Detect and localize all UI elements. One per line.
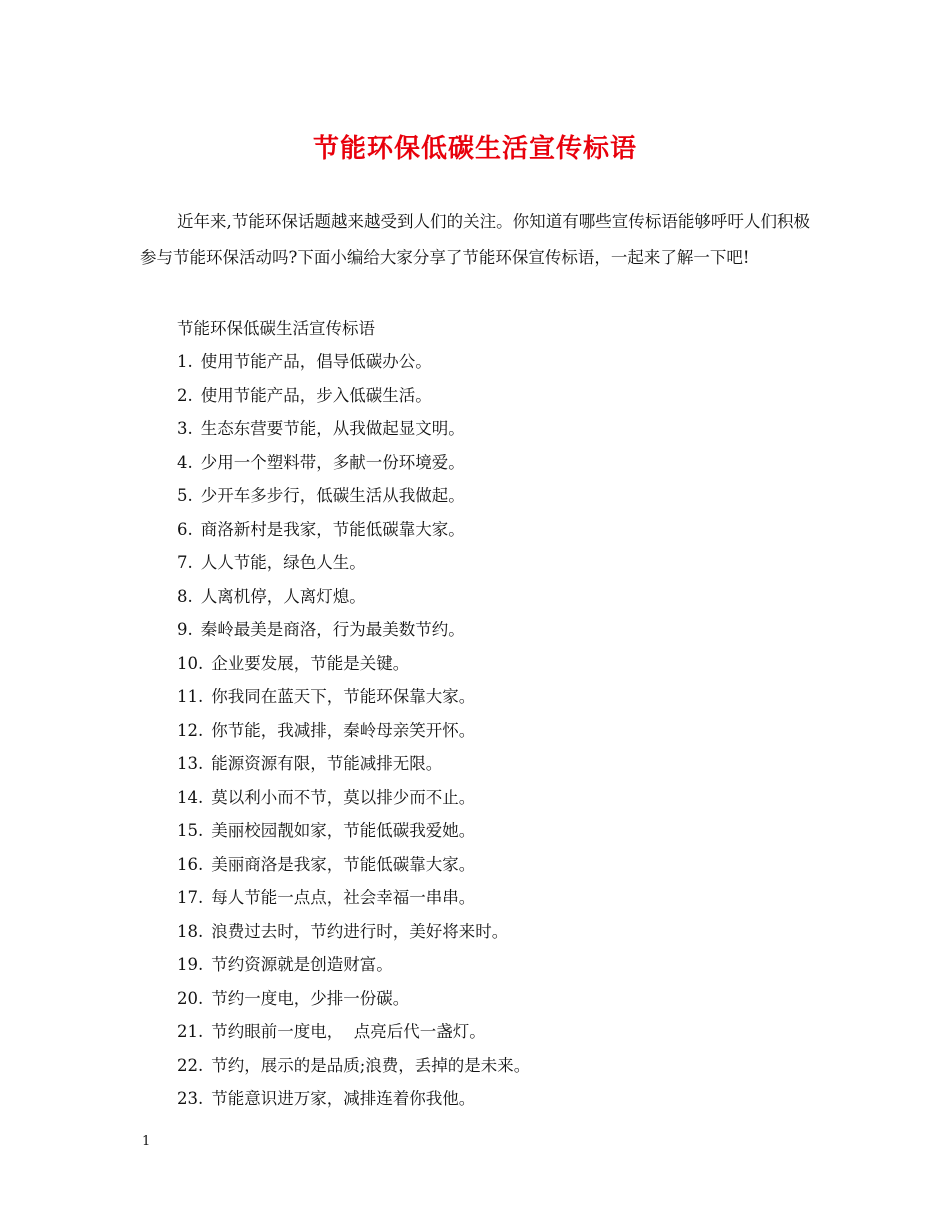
- item-number: 12.: [177, 720, 204, 740]
- item-text: 少用一个塑料带，多献一份环境爱。: [200, 452, 465, 472]
- item-number: 11.: [177, 687, 204, 706]
- item-text: 使用节能产品，倡导低碳办公。: [200, 352, 432, 371]
- item-number: 5.: [177, 486, 193, 505]
- item-text: 你我同在蓝天下，节能环保靠大家。: [211, 687, 476, 706]
- item-number: 3.: [177, 419, 193, 438]
- list-item: [177, 1049, 817, 1083]
- list-item: [177, 479, 817, 513]
- item-number: 7.: [177, 553, 193, 572]
- list-item: [177, 848, 817, 882]
- list-item: [177, 345, 817, 379]
- item-text: 节约，展示的是品质;浪费，丢掉的是未来。: [211, 1055, 531, 1075]
- item-text: 你节能，我减排，秦岭母亲笑开怀。: [211, 720, 476, 740]
- list-item: [177, 1082, 817, 1116]
- item-number: 20.: [177, 988, 204, 1008]
- list-item: [177, 948, 817, 982]
- section-heading: 节能环保低碳生活宣传标语: [177, 319, 375, 338]
- list-item: [177, 379, 817, 413]
- item-number: 16.: [177, 854, 204, 874]
- list-item: [177, 714, 817, 748]
- document-title: 节能环保低碳生活宣传标语: [312, 134, 637, 164]
- item-text: 节约一度电，少排一份碳。: [211, 988, 410, 1008]
- list-item: [177, 446, 817, 480]
- page-number: 1: [142, 1134, 151, 1149]
- item-number: 14.: [177, 787, 204, 807]
- item-number: 17.: [177, 888, 204, 907]
- list-item: [177, 613, 817, 647]
- item-text: 节约眼前一度电， 点亮后代一盏灯。: [211, 1022, 486, 1041]
- item-number: 13.: [177, 754, 204, 773]
- item-number: 10.: [177, 653, 204, 673]
- list-item: [177, 412, 817, 446]
- item-number: 4.: [177, 452, 193, 472]
- list-item: [177, 781, 817, 815]
- item-text: 莫以利小而不节，莫以排少而不止。: [211, 787, 476, 807]
- list-item: [177, 814, 817, 848]
- slogan-list: [177, 345, 817, 1116]
- item-number: 6.: [177, 519, 193, 539]
- item-number: 9.: [177, 620, 193, 639]
- list-item: [177, 982, 817, 1016]
- item-number: 21.: [177, 1022, 204, 1041]
- item-number: 15.: [177, 821, 204, 840]
- item-number: 19.: [177, 955, 204, 974]
- list-item: [177, 747, 817, 781]
- list-item: [177, 1015, 817, 1049]
- item-number: 2.: [177, 385, 193, 405]
- item-text: 使用节能产品，步入低碳生活。: [200, 385, 432, 405]
- list-item: [177, 881, 817, 915]
- intro-paragraph: 近年来,节能环保话题越来越受到人们的关注。你知道有哪些宣传标语能够呼吁人们积极参与节能环保活动吗?下面小编给大家分享了节能环保宣传标语，一起来了解一下吧!: [140, 212, 810, 267]
- item-text: 能源资源有限，节能减排无限。: [211, 754, 443, 773]
- list-item: [177, 513, 817, 547]
- item-text: 美丽商洛是我家，节能低碳靠大家。: [211, 854, 476, 874]
- list-item: [177, 915, 817, 949]
- item-text: 人离机停，人离灯熄。: [200, 586, 366, 606]
- item-text: 生态东营要节能，从我做起显文明。: [200, 419, 465, 438]
- item-number: 23.: [177, 1089, 204, 1108]
- item-text: 浪费过去时，节约进行时，美好将来时。: [211, 921, 509, 941]
- item-text: 商洛新村是我家，节能低碳靠大家。: [200, 519, 465, 539]
- item-number: 1.: [177, 352, 193, 371]
- item-number: 18.: [177, 921, 204, 941]
- item-number: 8.: [177, 586, 193, 606]
- list-item: [177, 647, 817, 681]
- item-text: 企业要发展，节能是关键。: [211, 653, 410, 673]
- item-text: 秦岭最美是商洛，行为最美数节约。: [200, 620, 465, 639]
- item-text: 节能意识进万家，减排连着你我他。: [211, 1089, 476, 1108]
- item-number: 22.: [177, 1055, 204, 1075]
- item-text: 节约资源就是创造财富。: [211, 955, 393, 974]
- item-text: 人人节能，绿色人生。: [200, 553, 366, 572]
- list-item: [177, 580, 817, 614]
- list-item: [177, 680, 817, 714]
- item-text: 美丽校园靓如家，节能低碳我爱她。: [211, 821, 476, 840]
- item-text: 少开车多步行，低碳生活从我做起。: [200, 486, 465, 505]
- list-item: [177, 546, 817, 580]
- item-text: 每人节能一点点，社会幸福一串串。: [211, 888, 476, 907]
